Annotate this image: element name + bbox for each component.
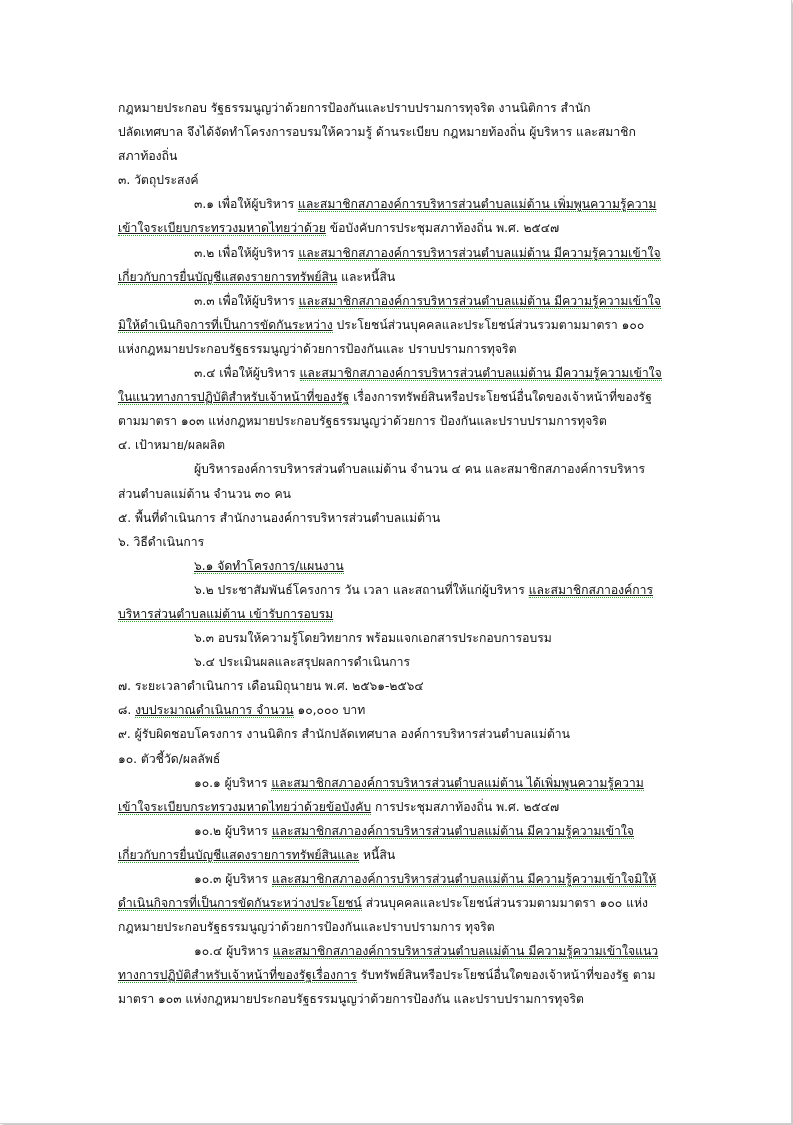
section-10-heading: ๑๐. ตัวชี้วัด/ผลลัพธ์ — [118, 751, 221, 766]
section-8-budget: ๘. งบประมาณดำเนินการ จำนวน ๑๐,๐๐๐ บาท — [118, 703, 366, 718]
section-4-heading: ๔. เป้าหมาย/ผลผลิต — [118, 438, 226, 453]
objective-3-1: ๓.๑ เพื่อให้ผู้บริหาร และสมาชิกสภาองค์การบริหารส่วนตำบลแม่ต้าน เพิ่มพูนความรู้ความ เข้าใจระเบียบกระทรวงมหาดไทยว่าด้วย ข้อบังคับการประชุมสภาท้องถิ่น พ.ศ. ๒๕๔๗ — [118, 197, 657, 236]
section-3-heading: ๓. วัตถุประสงค์ — [118, 173, 199, 188]
section-5-area: ๕. พื้นที่ดำเนินการ สำนักงานองค์การบริหารส่วนตำบลแม่ต้าน — [118, 510, 441, 525]
method-6-4: ๖.๔ ประเมินผลและสรุปผลการดำเนินการ — [194, 655, 411, 670]
section-7-period: ๗. ระยะเวลาดำเนินการ เดือนมิถุนายน พ.ศ. ๒๕๖๑-๒๕๖๔ — [118, 679, 424, 694]
objective-3-4: ๓.๔ เพื่อให้ผู้บริหาร และสมาชิกสภาองค์การบริหารส่วนตำบลแม่ต้าน มีความรู้ความเข้าใจ ในแนวทางการปฏิบัติสำหรับเจ้าหน้าที่ของรัฐ เรื่องการทรัพย์สินหรือประโยชน์อื่นใดของเจ้าหน้าที่ของรัฐ ตามมาตรา ๑๐๓ แห่งกฎหมายประกอบรัฐธรรมนูญว่าด้วยการ ป้องกันและปราบปรามการทุจริต — [118, 366, 662, 429]
indicator-10-4: ๑๐.๔ ผู้บริหาร และสมาชิกสภาองค์การบริหารส่วนตำบลแม่ต้าน มีความรู้ความเข้าใจแนว ทางการปฏิบัติสำหรับเจ้าหน้าที่ของรัฐเรื่องการ รับทรัพย์สินหรือประโยชน์อื่นใดของเจ้าหน้าที่ของรัฐ ตาม มาตรา ๑๐๓ แห่งกฎหมายประกอบรัฐธรรมนูญว่าด้วยการป้องกัน และปราบปรามการทุจริต — [118, 944, 659, 1007]
objective-3-2: ๓.๒ เพื่อให้ผู้บริหาร และสมาชิกสภาองค์การบริหารส่วนตำบลแม่ต้าน มีความรู้ความเข้าใจ เกี่ยวกับการยื่นบัญชีแสดงรายการทรัพย์สิน และหนี้สิน — [118, 245, 661, 284]
intro-line-1: กฎหมายประกอบ รัฐธรรมนูญว่าด้วยการป้องกันและปราบปรามการทุจริต งานนิติการ สำนัก — [118, 101, 591, 115]
section-6-heading: ๖. วิธีดำเนินการ — [118, 534, 205, 549]
indicator-10-2: ๑๐.๒ ผู้บริหาร และสมาชิกสภาองค์การบริหารส่วนตำบลแม่ต้าน มีความรู้ความเข้าใจ เกี่ยวกับการยื่นบัญชีแสดงรายการทรัพย์สินและ หนี้สิน — [118, 823, 634, 862]
indicator-10-1: ๑๐.๑ ผู้บริหาร และสมาชิกสภาองค์การบริหารส่วนตำบลแม่ต้าน ได้เพิ่มพูนความรู้ความ เข้าใจระเบียบกระทรวงมหาดไทยว่าด้วยข้อบังคับ การประชุมสภาท้องถิ่น พ.ศ. ๒๕๔๗ — [118, 775, 644, 814]
method-6-2: ๖.๒ ประชาสัมพันธ์โครงการ วัน เวลา และสถานที่ให้แก่ผู้บริหาร และสมาชิกสภาองค์การ บริหารส่วนตำบลแม่ต้าน เข้ารับการอบรม — [118, 582, 654, 621]
indicator-10-3: ๑๐.๓ ผู้บริหาร และสมาชิกสภาองค์การบริหารส่วนตำบลแม่ต้าน มีความรู้ความเข้าใจมิให้ ดำเนินกิจการที่เป็นการขัดกันระหว่างประโยชน์ ส่วนบุคคลและประโยชน์ส่วนรวมตามมาตรา ๑๐๐ แห่ง กฎหมายประกอบรัฐธรรมนูญว่าด้วยการป้องกันและปราบปรามการ ทุจริต — [118, 872, 657, 935]
target-paragraph: ผู้บริหารองค์การบริหารส่วนตำบลแม่ต้าน จำนวน ๔ คน และสมาชิกสภาองค์การบริหาร ส่วนตำบลแม่ต้าน จำนวน ๓๐ คน — [118, 462, 646, 501]
intro-line-3: สภาท้องถิ่น — [118, 149, 178, 164]
objective-3-3: ๓.๓ เพื่อให้ผู้บริหาร และสมาชิกสภาองค์การบริหารส่วนตำบลแม่ต้าน มีความรู้ความเข้าใจ มิให้ดำเนินกิจการที่เป็นการขัดกันระหว่าง ประโยชน์ส่วนบุคคลและประโยชน์ส่วนรวมตามมาตรา ๑๐๐ แห่งกฎหมายประกอบรัฐธรรมนูญว่าด้วยการป้องกันและ ปราบปรามการทุจริต — [118, 293, 661, 356]
intro-line-2: ปลัดเทศบาล จึงได้จัดทำโครงการอบรมให้ความรู้ ด้านระเบียบ กฎหมายท้องถิ่น ผู้บริหาร และสมาชิก — [118, 125, 636, 140]
document-body — [118, 96, 698, 1012]
section-9-responsible: ๙. ผู้รับผิดชอบโครงการ งานนิติกร สำนักปลัดเทศบาล องค์การบริหารส่วนตำบลแม่ต้าน — [118, 727, 570, 742]
method-6-3: ๖.๓ อบรมให้ความรู้โดยวิทยากร พร้อมแจกเอกสารประกอบการอบรม — [194, 631, 552, 646]
method-6-1: ๖.๑ จัดทำโครงการ/แผนงาน — [194, 558, 344, 573]
